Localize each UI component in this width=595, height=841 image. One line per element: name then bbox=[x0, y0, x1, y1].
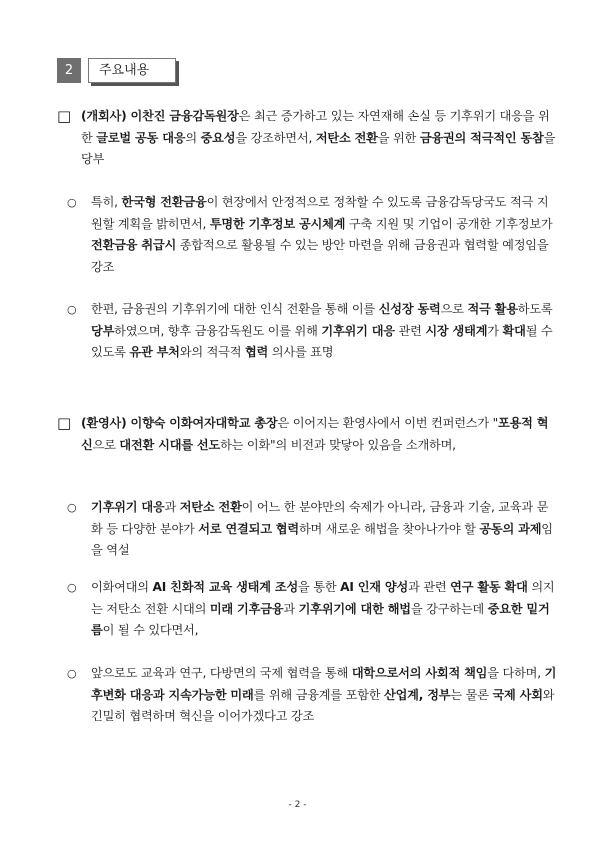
paragraph-text: (개회사) 이찬진 금융감독원장은 최근 증가하고 있는 자연재해 손실 등 기후위기 대응을 위한 글로벌 공동 대응의 중요성을 강조하면서, 저탄소 전환을 위한 금융권의 적극적인 동참을 당부 bbox=[81, 109, 556, 166]
paragraph-text: 기후위기 대응과 저탄소 전환이 어느 한 분야만의 숙제가 아니라, 금융과 기술, 교육과 문화 등 다양한 분야가 서로 연결되고 협력하며 새로운 해법을 찾아나가야 할 공동의 과제임을 역설 bbox=[91, 500, 553, 557]
paragraph-growth-engine bbox=[57, 299, 557, 364]
circle-bullet: ○ bbox=[67, 196, 77, 209]
page-number: - 2 - bbox=[288, 800, 307, 810]
paragraph-text: 특히, 한국형 전환금융이 현장에서 안정적으로 정착할 수 있도록 금융감독당국도 적극 지원할 계획을 밝히면서, 투명한 기후정보 공시체계 구축 지원 및 기업이 공개한 기후정보가 전환금융 취급시 종합적으로 활용될 수 있는 방안 마련을 위해 금융권과 협력할 예정임을 강조 bbox=[91, 195, 553, 274]
section-header bbox=[57, 58, 176, 83]
paragraph-social-responsibility bbox=[57, 663, 557, 728]
paragraph-joint-task bbox=[57, 497, 557, 562]
section-number: 2 bbox=[57, 58, 81, 83]
paragraph-text: (환영사) 이향숙 이화여자대학교 총장은 이어지는 환영사에서 이번 컨퍼런스가 "포용적 혁신으로 대전환 시대를 선도하는 이화"의 비전과 맞닿아 있음을 소개하며, bbox=[81, 416, 549, 452]
circle-bullet: ○ bbox=[67, 303, 77, 316]
circle-bullet: ○ bbox=[67, 581, 77, 594]
circle-bullet: ○ bbox=[67, 501, 77, 514]
square-bullet: □ bbox=[57, 414, 72, 432]
paragraph-text: 이화여대의 AI 친화적 교육 생태계 조성을 통한 AI 인재 양성과 관련 연구 활동 확대 의지는 저탄소 전환 시대의 미래 기후금융과 기후위기에 대한 해법을 강구하는데 중요한 밑거름이 될 수 있다면서, bbox=[91, 580, 555, 637]
square-bullet: □ bbox=[57, 107, 72, 125]
circle-bullet: ○ bbox=[67, 667, 77, 680]
paragraph-opening-address bbox=[57, 106, 557, 171]
paragraph-text: 한편, 금융권의 기후위기에 대한 인식 전환을 통해 이를 신성장 동력으로 적극 활용하도록 당부하였으며, 향후 금융감독원도 이를 위해 기후위기 대응 관련 시장 생태계가 확대될 수 있도록 유관 부처와의 적극적 협력 의사를 표명 bbox=[91, 302, 553, 359]
section-title: 주요내용 bbox=[88, 58, 176, 83]
paragraph-transition-finance bbox=[57, 192, 557, 278]
paragraph-text: 앞으로도 교육과 연구, 다방면의 국제 협력을 통해 대학으로서의 사회적 책임을 다하며, 기후변화 대응과 지속가능한 미래를 위해 금융계를 포함한 산업계, 정부는 물론 국제 사회와 긴밀히 협력하며 혁신을 이어가겠다고 강조 bbox=[91, 666, 557, 723]
paragraph-welcome-address bbox=[57, 413, 557, 456]
paragraph-ai-education bbox=[57, 577, 557, 642]
